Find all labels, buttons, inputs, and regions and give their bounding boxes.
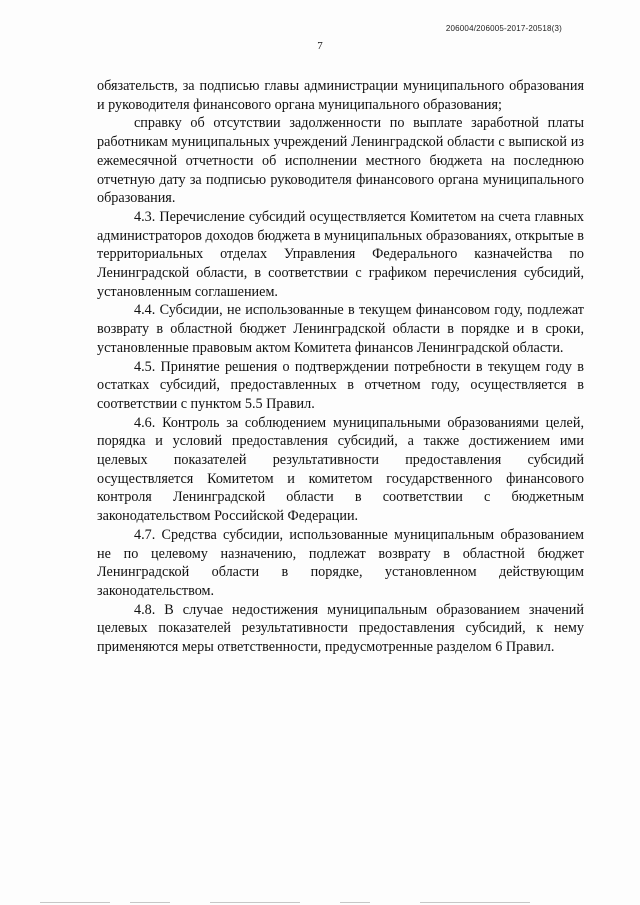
paragraph: 4.5. Принятие решения о подтверждении потребности в текущем году в остатках субсидий, предоставленных в отчетном году, осуществляется в соответствии с пунктом 5.5 Правил. <box>97 358 584 412</box>
document-body <box>97 77 584 657</box>
paragraph: 4.3. Перечисление субсидий осуществляется Комитетом на счета главных администраторов доходов бюджета в муниципальных образованиях, открытые в территориальных отделах Управления Федерального казначейства по Ленинградской области, в соответствии с графиком перечисления субсидий, установленным соглашением. <box>97 208 584 300</box>
paragraph: обязательств, за подписью главы администрации муниципального образования и руководителя финансового органа муниципального образования; <box>97 78 584 113</box>
document-id: 206004/206005-2017-20518(3) <box>445 24 562 33</box>
paragraph: 4.8. В случае недостижения муниципальным образованием значений целевых показателей результативности предоставления субсидий, к нему применяются меры ответственности, предусмотренные разделом 6 Правил. <box>97 601 584 656</box>
scan-edge-artifact <box>0 897 640 905</box>
paragraph: 4.7. Средства субсидии, использованные муниципальным образованием не по целевому назначению, подлежат возврату в областной бюджет Ленинградской области в порядке, установленном действующим законодательством. <box>97 526 584 599</box>
page-number: 7 <box>317 40 323 52</box>
paragraph: 4.4. Субсидии, не использованные в текущем финансовом году, подлежат возврату в областной бюджет Ленинградской области в порядке и в сроки, установленные правовым актом Комитета финансов Ленинградской области. <box>97 302 584 356</box>
paragraph: 4.6. Контроль за соблюдением муниципальными образованиями целей, порядка и условий предоставления субсидий, а также достижением ими целевых показателей результативности предоставления субсидий осуществляется Комитетом и комитетом государственного финансового контроля Ленинградской области в соответствии с бюджетным законодательством Российской Федерации. <box>97 414 584 525</box>
paragraph: справку об отсутствии задолженности по выплате заработной платы работникам муниципальных учреждений Ленинградской области с выпиской из ежемесячной отчетности об исполнении местного бюджета на последнюю отчетную дату за подписью руководителя финансового органа муниципального образования. <box>97 115 584 207</box>
